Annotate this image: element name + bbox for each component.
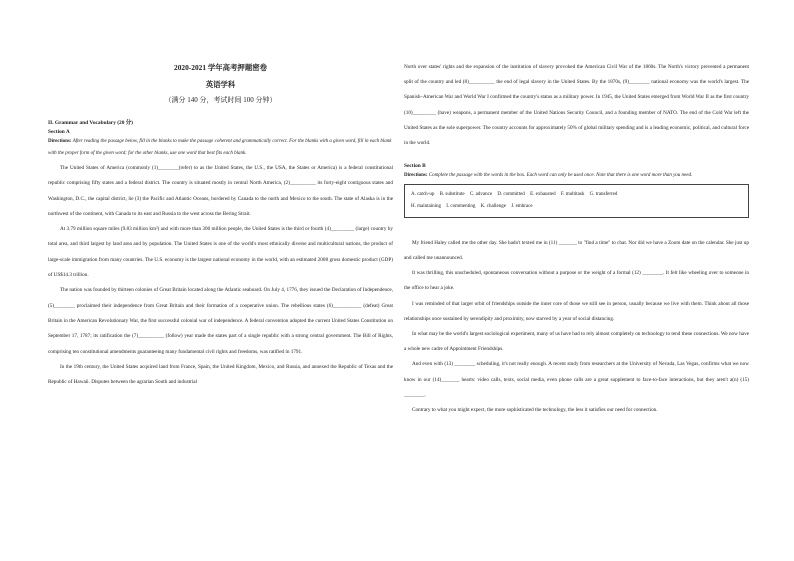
word-option: A. catch-up [411,191,435,197]
exam-info: （满分 140 分，考试时间 100 分钟） [164,96,277,104]
passage-paragraph: Contrary to what you might expect, the more sophisticated the technology, the less it satisfies our need for connection. [412,406,658,413]
passage-paragraph: It was thrilling, this unscheduled, spontaneous conversation without a purpose or the weight of a formal (12) ________. It felt like wheeling over to someone in the office to hear a joke. [404,270,749,292]
word-option: C. advance [469,191,493,197]
word-option: J. embrace [511,203,533,209]
directions-text: Complete the passage with the words in the box. Each word can only be used once. Note that there is one word more than you need. [428,173,693,179]
directions-label: Directions: [48,139,72,144]
word-option: I. commenting [446,203,476,209]
word-option: F. multitask [560,191,585,197]
word-option: G. transferred [589,191,618,197]
passage-paragraph: I was reminded of that larger orbit of friendships outside the inner core of those we still see in person, usually because we live with them. Think about all those relationships once sustained by serendipity and proximity, now starved by a year of social distancing. [404,300,749,322]
word-option: E. exhausted [530,191,556,197]
directions-text: After reading the passage below, fill in the blanks to make the passage coherent and grammatically correct. For the blanks with a given word, fill in each blank with the proper form of the given word; for the other blanks, use one word that best fits each blank. [48,139,392,156]
word-box-row [411,201,742,213]
word-option: H. maintaining [411,203,441,209]
exam-title: 2020-2021 学年高考押题密卷 [174,63,267,72]
section-a-label: Section A [48,129,70,135]
section-b-directions [404,170,749,182]
directions-label: Directions: [404,173,428,179]
section-b-label: Section B [404,163,426,170]
word-option: D. committed [497,191,525,197]
exam-subject: 英语学科 [205,80,236,89]
left-column [48,0,393,390]
right-column [404,0,749,418]
section-a-directions [48,136,393,159]
word-box-row [411,189,742,201]
word-box [404,184,749,218]
section-b-passage [404,236,749,418]
passage-paragraph: At 3.79 million square miles (9.83 million km²) and with more than 300 million people, the United States is the third or fourth (4)_________ (large) country by total area, and third largest by land area and by population. The United States is one of the world's most ethnically diverse and multicultural nations, the product of large-scale immigration from many countries. The U.S. economy is the largest national economy in the world, with an estimated 2008 gross domestic product (GDP) of US$14.3 trillion. [48,226,393,279]
word-option: K. challenge [480,203,506,209]
section-a-passage [48,161,393,390]
passage-paragraph: In the 19th century, the United States acquired land from France, Spain, the United Kingdom, Mexico, and Russia, and annexed the Republic of Texas and the Republic of Hawaii. Disputes between the agrarian South and industrial [48,363,393,386]
passage-paragraph: My friend Haley called me the other day. She hadn't texted me in (11) _______ to "find a time" to chat. Nor did we have a Zoom date on the calendar. She just up and called me unannounced. [404,239,749,261]
passage-continuation: North over states' rights and the expansion of the institution of slavery provoked the American Civil War of the 1860s. The North's victory prevented a permanent split of the country and led (8)__________ the end of legal slavery in the United States. By the 1870s, (9)________ national economy was the world's largest. The Spanish–American War and World War I confirmed the country's status as a military power. In 1945, the United States emerged from World War II as the first country (10)_________ (have) weapons, a permanent member of the United Nations Security Council, and a founding member of NATO. The end of the Cold War left the United States as the sole superpower. The country accounts for approximately 50% of global military spending and is a leading economic, political, and cultural force in the world. [404,64,749,147]
passage-paragraph: The United States of America (commonly (1)________(refer) to as the United States, the U.S., the USA, the States or America) is a federal constitutional republic comprising fifty states and a federal district. The country is situated mostly in central North America, (2)__________ its forty-eight contiguous states and Washington, D.C., the capital district, lie (3) the Pacific and Atlantic Oceans, bordered by Canada to the north and Mexico to the south. The state of Alaska is in the northwest of the continent, with Canada to its east and Russia to the west across the Bering Strait. [48,165,393,217]
passage-paragraph: In what may be the world's largest sociological experiment, many of us have had to rely almost completely on technology to tend these connections. We now have a whole new cadre of Appointment Friendships. [404,330,749,353]
passage-paragraph: The nation was founded by thirteen colonies of Great Britain located along the Atlantic seaboard. On July 4, 1776, they issued the Declaration of Independence, (5)________ proclaimed their independence from Great Britain and their formation of a cooperative union. The rebellious states (6)___________ (defeat) Great Britain in the American Revolutionary War, the first successful colonial war of independence. A federal convention adopted the current United States Constitution on September 17, 1787; its ratification the (7)__________ (follow) year made the states part of a single republic with a strong central government. The Bill of Rights, comprising ten constitutional amendments guaranteeing many fundamental civil rights and freedoms, was ratified in 1791. [48,287,393,355]
section-heading: II. Grammar and Vocabulary (20 分) [48,120,133,126]
passage-paragraph: And even with (13) ________ scheduling, it's not really enough. A recent study from researchers at the University of Nevada, Las Vegas, confirms what we now know in our (14)_______ hearts: video calls, texts, social media, even phone calls are a great supplement to face-to-face interactions, but they aren't a(n) (15) ________. [404,361,749,398]
word-option: B. substitute [439,191,465,197]
